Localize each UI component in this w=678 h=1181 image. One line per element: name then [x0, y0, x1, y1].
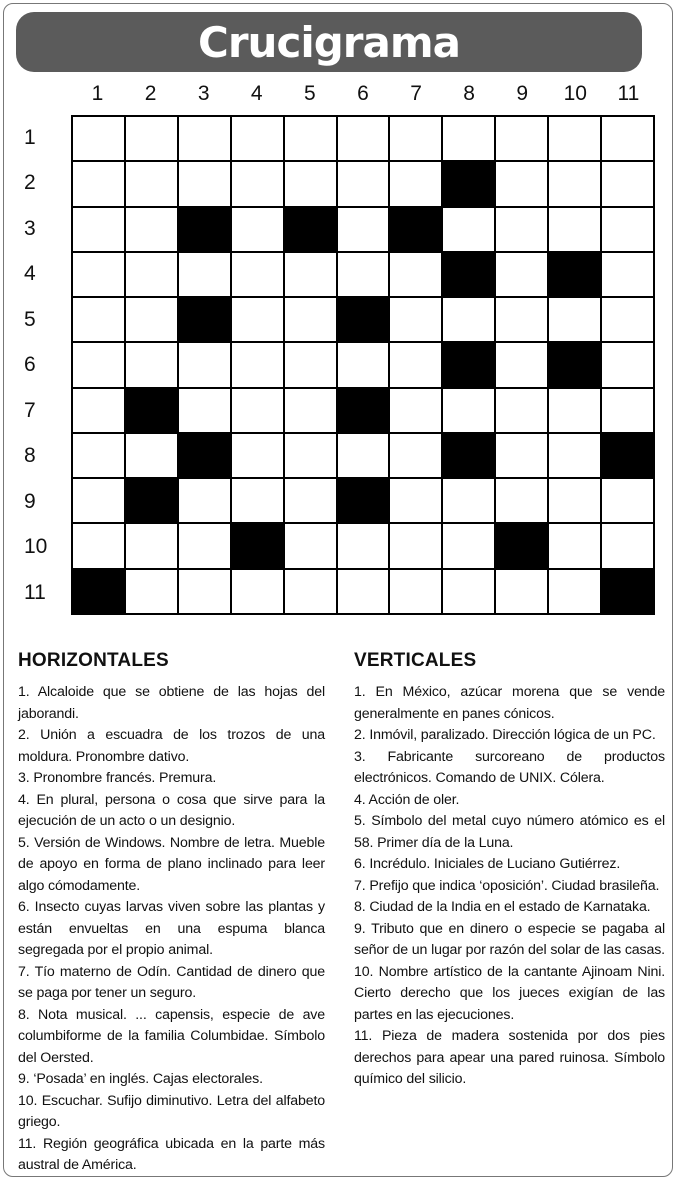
row-number: 7 [24, 398, 36, 422]
crossword-cell[interactable] [232, 117, 283, 160]
verticales-clue: 11. Pieza de madera sostenida por dos pies derechos para apear una pared ruinosa. Símbolo químico del silicio. [354, 1028, 665, 1087]
crossword-cell[interactable] [126, 434, 177, 477]
black-cell [549, 253, 600, 296]
crossword-cell[interactable] [390, 117, 441, 160]
crossword-cell[interactable] [73, 208, 124, 251]
black-cell [602, 434, 653, 477]
crossword-cell[interactable] [126, 117, 177, 160]
black-cell [179, 434, 230, 477]
crossword-cell[interactable] [549, 208, 600, 251]
crossword-cell[interactable] [390, 434, 441, 477]
horizontales-clue: 4. En plural, persona o cosa que sirve para la ejecución de un acto o un designio. [18, 791, 325, 829]
crossword-cell[interactable] [73, 298, 124, 341]
crossword-cell[interactable] [602, 117, 653, 160]
black-cell [602, 570, 653, 613]
crossword-cell[interactable] [73, 343, 124, 386]
crossword-cell[interactable] [73, 479, 124, 522]
crossword-cell[interactable] [179, 570, 230, 613]
crossword-cell[interactable] [232, 162, 283, 205]
crossword-cell[interactable] [338, 343, 389, 386]
horizontales-heading: HORIZONTALES [18, 650, 169, 671]
verticales-clue: 7. Prefijo que indica ‘oposición’. Ciudad brasileña. [354, 877, 660, 894]
crossword-cell[interactable] [232, 434, 283, 477]
horizontales-clue: 7. Tío materno de Odín. Cantidad de dinero que se paga por tener un seguro. [18, 963, 325, 1001]
column-number: 8 [463, 82, 475, 105]
crossword-cell[interactable] [232, 479, 283, 522]
crossword-cell[interactable] [602, 253, 653, 296]
column-number: 7 [410, 82, 422, 105]
crossword-cell[interactable] [390, 162, 441, 205]
crossword-cell[interactable] [285, 570, 336, 613]
crossword-cell[interactable] [73, 117, 124, 160]
column-number: 11 [617, 82, 640, 105]
black-cell [126, 389, 177, 432]
crossword-cell[interactable] [285, 524, 336, 567]
verticales-clue-list [354, 682, 665, 1091]
verticales-clue: 10. Nombre artístico de la cantante Ajinoam Nini. Cierto derecho que los jueces exigían de las partes en las ejecuciones. [354, 963, 665, 1023]
horizontales-clue: 1. Alcaloide que se obtiene de las hojas del jaborandi. [18, 684, 325, 722]
crossword-cell[interactable] [496, 162, 547, 205]
crossword-cell[interactable] [126, 208, 177, 251]
crossword-cell[interactable] [443, 298, 494, 341]
crossword-cell[interactable] [338, 117, 389, 160]
row-number: 11 [24, 580, 46, 604]
black-cell [73, 570, 124, 613]
crossword-cell[interactable] [179, 162, 230, 205]
crossword-cell[interactable] [232, 208, 283, 251]
crossword-cell[interactable] [126, 524, 177, 567]
crossword-cell[interactable] [496, 208, 547, 251]
black-cell [338, 479, 389, 522]
crossword-cell[interactable] [126, 570, 177, 613]
black-cell [549, 343, 600, 386]
black-cell [126, 479, 177, 522]
verticales-clue: 5. Símbolo del metal cuyo número atómico es el 58. Primer día de la Luna. [354, 813, 665, 851]
crossword-cell[interactable] [73, 162, 124, 205]
black-cell [443, 434, 494, 477]
crossword-cell[interactable] [602, 208, 653, 251]
black-cell [179, 298, 230, 341]
crossword-cell[interactable] [496, 570, 547, 613]
crossword-cell[interactable] [602, 479, 653, 522]
horizontales-section [18, 650, 325, 1177]
crossword-cell[interactable] [179, 253, 230, 296]
verticales-heading: VERTICALES [354, 650, 477, 671]
crossword-cell[interactable] [73, 253, 124, 296]
black-cell [338, 389, 389, 432]
column-number: 2 [144, 82, 157, 105]
row-number: 10 [24, 535, 48, 559]
crossword-cell[interactable] [285, 343, 336, 386]
verticales-clue: 4. Acción de oler. [354, 791, 460, 808]
crossword-cell[interactable] [338, 208, 389, 251]
crossword-cell[interactable] [232, 389, 283, 432]
verticales-clue: 9. Tributo que en dinero o especie se pagaba al señor de un lugar por razón del solar de las casas. [354, 920, 665, 958]
crossword-cell[interactable] [126, 343, 177, 386]
crossword-cell[interactable] [73, 389, 124, 432]
verticales-section [354, 650, 665, 1091]
row-number: 2 [24, 171, 36, 195]
crossword-cell[interactable] [285, 253, 336, 296]
crossword-cell[interactable] [549, 117, 600, 160]
row-number: 5 [24, 307, 36, 331]
crossword-cell[interactable] [126, 253, 177, 296]
crossword-cell[interactable] [179, 479, 230, 522]
crossword-cell[interactable] [602, 524, 653, 567]
black-cell [443, 162, 494, 205]
black-cell [443, 343, 494, 386]
black-cell [443, 253, 494, 296]
black-cell [390, 208, 441, 251]
crossword-cell[interactable] [496, 343, 547, 386]
crossword-cell[interactable] [549, 162, 600, 205]
crossword-cell[interactable] [602, 162, 653, 205]
crossword-cell[interactable] [549, 524, 600, 567]
crossword-cell[interactable] [496, 434, 547, 477]
crossword-cell[interactable] [285, 434, 336, 477]
crossword-cell[interactable] [496, 117, 547, 160]
row-number: 6 [24, 353, 36, 377]
crossword-cell[interactable] [602, 298, 653, 341]
crossword-cell[interactable] [549, 389, 600, 432]
crossword-cell[interactable] [549, 434, 600, 477]
verticales-clue: 3. Fabricante surcoreano de productos electrónicos. Comando de UNIX. Cólera. [354, 748, 665, 786]
row-number: 8 [24, 444, 36, 468]
row-number: 4 [24, 262, 36, 286]
crossword-cell[interactable] [179, 389, 230, 432]
crossword-cell[interactable] [126, 298, 177, 341]
crossword-cell[interactable] [390, 570, 441, 613]
title-banner [16, 12, 642, 72]
crossword-cell[interactable] [496, 298, 547, 341]
page-title: Crucigrama [198, 17, 460, 67]
crossword-cell[interactable] [285, 117, 336, 160]
crossword-cell[interactable] [73, 434, 124, 477]
crossword-cell[interactable] [390, 298, 441, 341]
crossword-cell[interactable] [496, 253, 547, 296]
crossword-cell[interactable] [179, 117, 230, 160]
crossword-cell[interactable] [338, 162, 389, 205]
black-cell [232, 524, 283, 567]
crossword-cell[interactable] [232, 253, 283, 296]
column-number: 6 [357, 82, 369, 105]
crossword-cell[interactable] [179, 343, 230, 386]
horizontales-clue: 6. Insecto cuyas larvas viven sobre las plantas y están envueltas en una espuma blanca segregada por el propio animal. [18, 899, 325, 958]
crossword-cell[interactable] [390, 524, 441, 567]
horizontales-clue: 11. Región geográfica ubicada en la parte más austral de América. [18, 1135, 325, 1173]
row-number: 3 [24, 216, 36, 240]
crossword-cell[interactable] [232, 343, 283, 386]
crossword-cell[interactable] [232, 298, 283, 341]
column-number: 3 [197, 82, 210, 105]
crossword-cell[interactable] [549, 479, 600, 522]
row-number: 9 [24, 489, 36, 513]
column-number: 10 [563, 82, 587, 105]
column-number: 4 [250, 82, 263, 105]
black-cell [496, 524, 547, 567]
crossword-cell[interactable] [338, 434, 389, 477]
crossword-cell[interactable] [549, 570, 600, 613]
black-cell [338, 298, 389, 341]
column-number: 1 [91, 82, 104, 105]
column-number: 5 [304, 82, 316, 105]
horizontales-clue: 5. Versión de Windows. Nombre de letra. Mueble de apoyo en forma de plano inclinado para leer algo cómodamente. [18, 834, 325, 894]
crossword-cell[interactable] [496, 479, 547, 522]
crossword-cell[interactable] [443, 479, 494, 522]
crossword-cell[interactable] [285, 389, 336, 432]
crossword-grid [71, 115, 655, 615]
verticales-clue: 1. En México, azúcar morena que se vende generalmente en panes cónicos. [354, 684, 665, 722]
crossword-cell[interactable] [285, 479, 336, 522]
black-cell [285, 208, 336, 251]
crossword-cell[interactable] [390, 479, 441, 522]
crossword-cell[interactable] [602, 389, 653, 432]
crossword-cell[interactable] [443, 208, 494, 251]
crossword-cell[interactable] [443, 570, 494, 613]
crossword-cell[interactable] [443, 389, 494, 432]
row-number: 1 [24, 126, 36, 149]
horizontales-clue: 8. Nota musical. ... capensis, especie de ave columbiforme de la familia Columbidae. Símbolo del Oersted. [18, 1006, 325, 1066]
crossword-cell[interactable] [549, 298, 600, 341]
crossword-cell[interactable] [390, 389, 441, 432]
verticales-clue: 6. Incrédulo. Iniciales de Luciano Gutiérrez. [354, 856, 621, 872]
verticales-clue: 2. Inmóvil, paralizado. Dirección lógica de un PC. [354, 727, 656, 743]
crossword-cell[interactable] [602, 343, 653, 386]
crossword-cell[interactable] [443, 117, 494, 160]
black-cell [179, 208, 230, 251]
horizontales-clue: 3. Pronombre francés. Premura. [18, 770, 217, 786]
crossword-cell[interactable] [496, 389, 547, 432]
horizontales-clue: 9. ‘Posada’ en inglés. Cajas electorales. [18, 1071, 263, 1087]
crossword-cell[interactable] [73, 524, 124, 567]
horizontales-clue: 10. Escuchar. Sufijo diminutivo. Letra del alfabeto griego. [18, 1092, 325, 1130]
crossword-cell[interactable] [232, 570, 283, 613]
crossword-cell[interactable] [390, 343, 441, 386]
horizontales-clue: 2. Unión a escuadra de los trozos de una moldura. Pronombre dativo. [18, 727, 325, 765]
crossword-cell[interactable] [443, 524, 494, 567]
column-number: 9 [516, 82, 529, 105]
crossword-cell[interactable] [285, 298, 336, 341]
crossword-cell[interactable] [126, 162, 177, 205]
crossword-cell[interactable] [179, 524, 230, 567]
crossword-cell[interactable] [338, 524, 389, 567]
verticales-clue: 8. Ciudad de la India en el estado de Karnataka. [354, 899, 651, 915]
crossword-cell[interactable] [390, 253, 441, 296]
crossword-cell[interactable] [338, 570, 389, 613]
crossword-cell[interactable] [285, 162, 336, 205]
horizontales-clue-list [18, 682, 325, 1177]
crossword-cell[interactable] [338, 253, 389, 296]
